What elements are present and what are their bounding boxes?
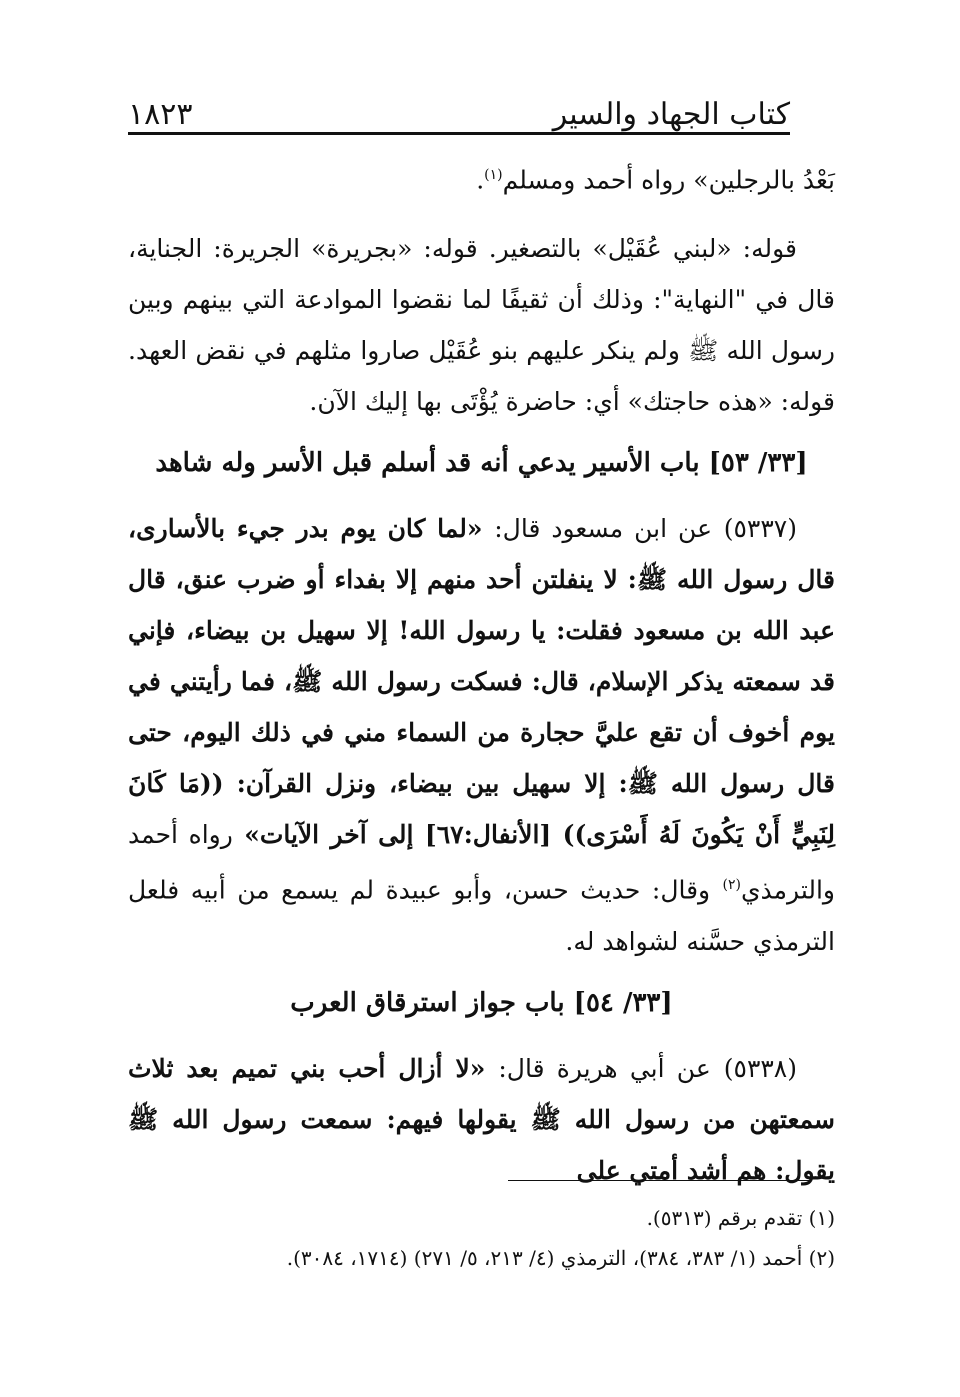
hadith-narrator: عن أبي هريرة قال: [498,1053,711,1083]
footnote-separator [508,1180,812,1181]
hadith-paragraph [128,1043,835,1196]
hadith-grading: وقال: حديث حسن، وأبو عبيدة لم يسمع من أبيه فلعل الترمذي حسَّنه لشواهد له. [128,875,835,956]
spacer [128,205,835,223]
hadith-text: «لما كان يوم بدر جيء بالأسارى، قال رسول الله ﷺ: لا ينفلتن أحد منهم إلا بفداء أو ضرب عنق، قال عبد الله بن مسعود فقلت: يا رسول الله! إلا سهيل بن بيضاء، فإني قد سمعته يذكر الإسلام، قال: فسكت رسول الله ﷺ، فما رأيتني في يوم أخوف أن تقع عليَّ حجارة من السماء مني في ذلك اليوم، حتى قال رسول الله ﷺ: إلا سهيل بين بيضاء، ونزل القرآن: ((مَا كَانَ لِنَبِيٍّ أَنْ يَكُونَ لَهُ أَسْرَى)) [الأنفال:٦٧] إلى آخر الآيات» [128,514,835,850]
page-body [128,150,835,1196]
running-title: كتاب الجهاد والسير [552,97,790,132]
hadith-number: (٥٣٣٨) [723,1053,797,1083]
footnotes [128,1198,835,1278]
page-header [128,88,790,130]
footnote-marker: (٢) [722,877,741,894]
hadith-number: (٥٣٣٧) [723,514,797,544]
chapter-heading: [٣٣/ ٥٣] باب الأسير يدعي أنه قد أسلم قبل الأسر وله شاهد [155,448,808,479]
hadith-paragraph [128,503,835,966]
continuation-line [128,150,835,205]
continuation-end: . [476,165,485,195]
page-number: ١٨٢٣ [128,97,193,132]
footnote: (٢) أحمد (١/ ٣٨٣، ٣٨٤)، الترمذي (٤/ ٢١٣، ٥/ ٢٧١) (١٧١٤، ٣٠٨٤). [286,1246,835,1270]
chapter-heading: [٣٣/ ٥٤] باب جواز استرقاق العرب [290,987,673,1018]
hadith-narrator: عن ابن مسعود قال: [494,514,712,544]
hadith-source: رواه أحمد والترمذي [128,820,835,905]
header-rule [128,132,790,135]
footnote: (١) تقدم برقم (٥٣١٣). [646,1206,835,1230]
hadith-text: «لا أزال أحب بني تميم بعد ثلاث سمعتهن من رسول الله ﷺ يقولها فيهم: سمعت رسول الله ﷺ يقول: هم أشد أمتي على [128,1053,835,1185]
footnote-marker: (١) [484,167,503,183]
commentary-paragraph: قوله: «لبني عُقَيْل» بالتصغير. قوله: «بجريرة» الجريرة: الجناية، قال في "النهاية": وذلك أن ثقيفًا لما نقضوا الموادعة التي بينهم وبين رسول الله ﷺ ولم ينكر عليهم بنو عُقَيْل صاروا مثلهم في نقض العهد. قوله: «هذه حاجتك» أي: حاضرة يُؤْتَى بها إليك الآن. [128,234,835,417]
continuation-text: بَعْدُ بالرجلين» رواه أحمد ومسلم [502,165,835,195]
